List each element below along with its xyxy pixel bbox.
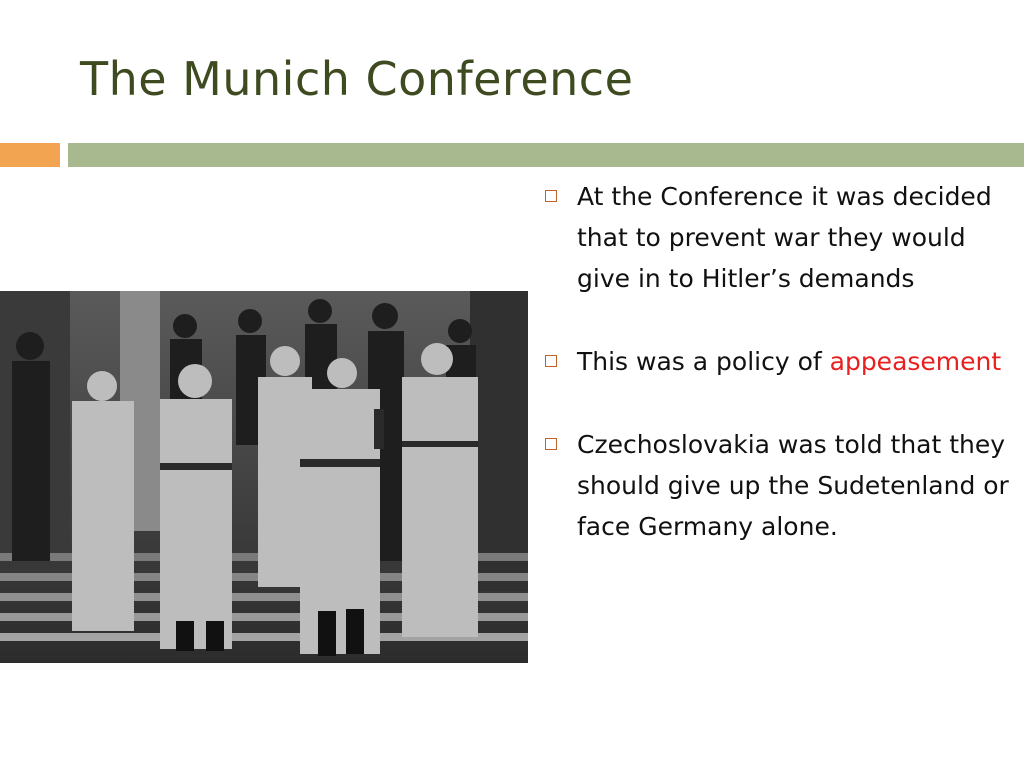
list-item <box>540 176 1010 299</box>
highlight-term: appeasement <box>829 347 1002 376</box>
list-item <box>540 424 1010 547</box>
square-bullet-icon <box>545 355 557 367</box>
accent-bar <box>0 143 60 167</box>
square-bullet-icon <box>545 190 557 202</box>
bullet-text: Czechoslovakia was told that they should give up the Sudetenland or face Germany alone. <box>577 430 1009 541</box>
slide-title: The Munich Conference <box>80 52 634 106</box>
list-item <box>540 341 1010 382</box>
bullet-text: At the Conference it was decided that to prevent war they would give in to Hitler’s demands <box>577 182 992 293</box>
square-bullet-icon <box>545 438 557 450</box>
title-divider-bar <box>68 143 1024 167</box>
historical-photo <box>0 291 528 663</box>
bullet-list <box>540 176 1010 589</box>
photo-illustration <box>0 291 528 663</box>
bullet-text: This was a policy of <box>577 347 830 376</box>
